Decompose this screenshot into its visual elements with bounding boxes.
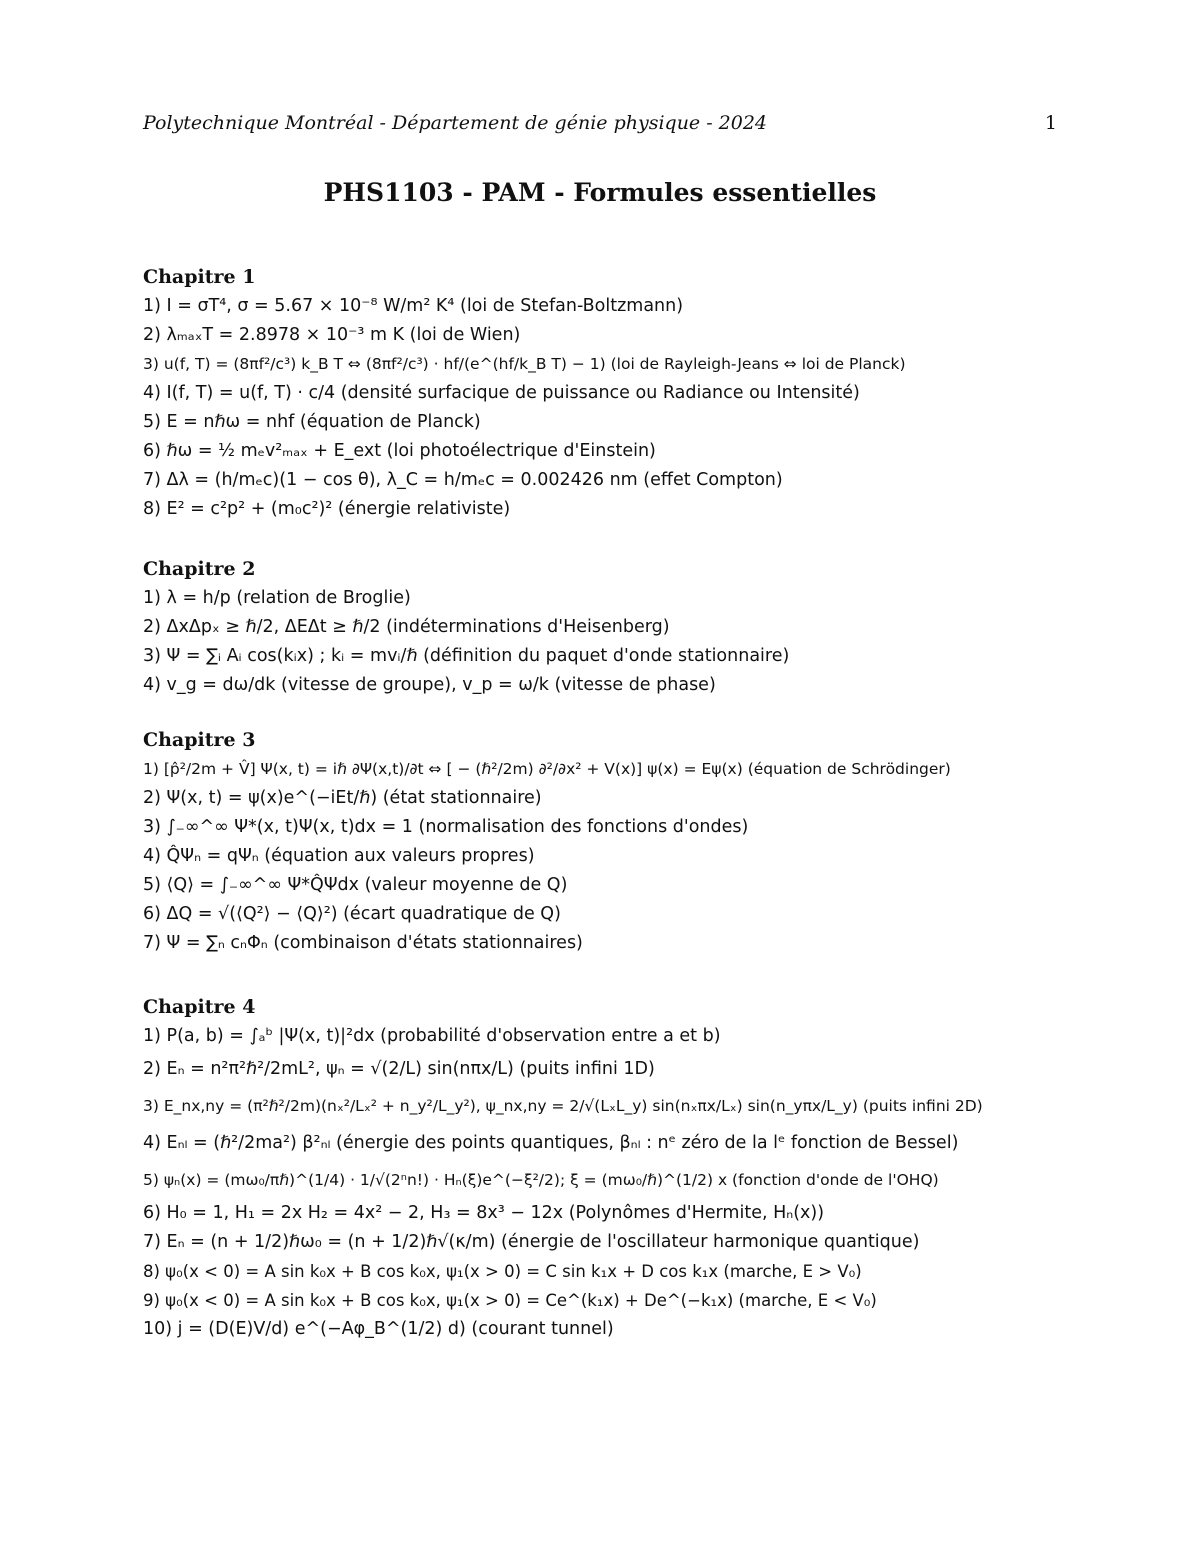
formula-line: 1) [p̂²/2m + V̂] Ψ(x, t) = iℏ ∂Ψ(x,t)/∂t ⇔ [ − (ℏ²/2m) ∂²/∂x² + V(x)] ψ(x) = Eψ(x) (équation de Schrödinger): [143, 760, 951, 778]
formula-line: 3) ∫₋∞^∞ Ψ*(x, t)Ψ(x, t)dx = 1 (normalisation des fonctions d'ondes): [143, 817, 749, 837]
chapter-title: Chapitre 2: [143, 558, 256, 580]
formula-line: 3) E_nx,ny = (π²ℏ²/2m)(nₓ²/Lₓ² + n_y²/L_y²), ψ_nx,ny = 2/√(LₓL_y) sin(nₓπx/Lₓ) sin(n_yπx/L_y) (puits infini 2D): [143, 1097, 983, 1115]
header-text: Polytechnique Montréal - Département de génie physique - 2024: [143, 112, 768, 134]
formula-line: 3) Ψ = ∑ᵢ Aᵢ cos(kᵢx) ; kᵢ = mvᵢ/ℏ (définition du paquet d'onde stationnaire): [143, 646, 790, 666]
formula-line: 6) ℏω = ½ mₑv²ₘₐₓ + E_ext (loi photoélectrique d'Einstein): [143, 441, 656, 461]
chapter-title: Chapitre 1: [143, 266, 256, 288]
formula-line: 6) ΔQ = √(⟨Q²⟩ − ⟨Q⟩²) (écart quadratique de Q): [143, 904, 561, 924]
page-header: [143, 112, 1057, 134]
formula-line: 7) Eₙ = (n + 1/2)ℏω₀ = (n + 1/2)ℏ√(κ/m) (énergie de l'oscillateur harmonique quantique): [143, 1232, 920, 1252]
formula-line: 6) H₀ = 1, H₁ = 2x H₂ = 4x² − 2, H₃ = 8x³ − 12x (Polynômes d'Hermite, Hₙ(x)): [143, 1203, 825, 1223]
formula-line: 3) u(f, T) = (8πf²/c³) k_B T ⇔ (8πf²/c³) · hf/(e^(hf/k_B T) − 1) (loi de Rayleigh-Jeans ⇔ loi de Planck): [143, 355, 906, 373]
formula-line: 5) ψₙ(x) = (mω₀/πℏ)^(1/4) · 1/√(2ⁿn!) · Hₙ(ξ)e^(−ξ²/2); ξ = (mω₀/ℏ)^(1/2) x (fonction d'onde de l'OHQ): [143, 1171, 939, 1189]
formula-line: 4) Q̂Ψₙ = qΨₙ (équation aux valeurs propres): [143, 846, 535, 866]
formula-line: 1) P(a, b) = ∫ₐᵇ |Ψ(x, t)|²dx (probabilité d'observation entre a et b): [143, 1026, 721, 1046]
formula-line: 2) Eₙ = n²π²ℏ²/2mL², ψₙ = √(2/L) sin(nπx/L) (puits infini 1D): [143, 1059, 655, 1079]
formula-line: 10) j = (D(E)V/d) e^(−Aφ_B^(1/2) d) (courant tunnel): [143, 1319, 614, 1339]
document-title: PHS1103 - PAM - Formules essentielles: [323, 178, 877, 207]
chapter-4: [143, 993, 1070, 1344]
formula-line: 7) Ψ = ∑ₙ cₙΦₙ (combinaison d'états stationnaires): [143, 933, 583, 953]
chapter-title: Chapitre 3: [143, 729, 256, 751]
formula-line: 2) λₘₐₓT = 2.8978 × 10⁻³ m K (loi de Wien): [143, 325, 521, 345]
formula-line: 8) E² = c²p² + (m₀c²)² (énergie relativiste): [143, 499, 511, 519]
formula-line: 1) I = σT⁴, σ = 5.67 × 10⁻⁸ W/m² K⁴ (loi de Stefan-Boltzmann): [143, 296, 684, 316]
formula-line: 5) E = nℏω = nhf (équation de Planck): [143, 412, 481, 432]
formula-line: 5) ⟨Q⟩ = ∫₋∞^∞ Ψ*Q̂Ψdx (valeur moyenne de Q): [143, 875, 568, 895]
chapter-2: [143, 555, 1070, 700]
formula-line: 8) ψ₀(x < 0) = A sin k₀x + B cos k₀x, ψ₁(x > 0) = C sin k₁x + D cos k₁x (marche, E > V₀): [143, 1262, 862, 1281]
chapter-title: Chapitre 4: [143, 996, 256, 1018]
chapter-1: [143, 263, 1070, 524]
formula-line: 4) Eₙₗ = (ℏ²/2ma²) β²ₙₗ (énergie des points quantiques, βₙₗ : nᵉ zéro de la lᵉ fonction de Bessel): [143, 1133, 959, 1153]
page-number: 1: [1044, 112, 1057, 134]
chapter-3: [143, 726, 1070, 958]
formula-line: 2) Ψ(x, t) = ψ(x)e^(−iEt/ℏ) (état stationnaire): [143, 788, 542, 808]
formula-line: 9) ψ₀(x < 0) = A sin k₀x + B cos k₀x, ψ₁(x > 0) = Ce^(k₁x) + De^(−k₁x) (marche, E < V₀): [143, 1291, 877, 1310]
formula-line: 4) I(f, T) = u(f, T) · c/4 (densité surfacique de puissance ou Radiance ou Intensité): [143, 383, 860, 403]
formula-line: 4) v_g = dω/dk (vitesse de groupe), v_p = ω/k (vitesse de phase): [143, 675, 716, 695]
formula-line: 7) Δλ = (h/mₑc)(1 − cos θ), λ_C = h/mₑc = 0.002426 nm (effet Compton): [143, 470, 783, 490]
formula-line: 1) λ = h/p (relation de Broglie): [143, 588, 411, 608]
formula-line: 2) ΔxΔpₓ ≥ ℏ/2, ΔEΔt ≥ ℏ/2 (indéterminations d'Heisenberg): [143, 617, 670, 637]
